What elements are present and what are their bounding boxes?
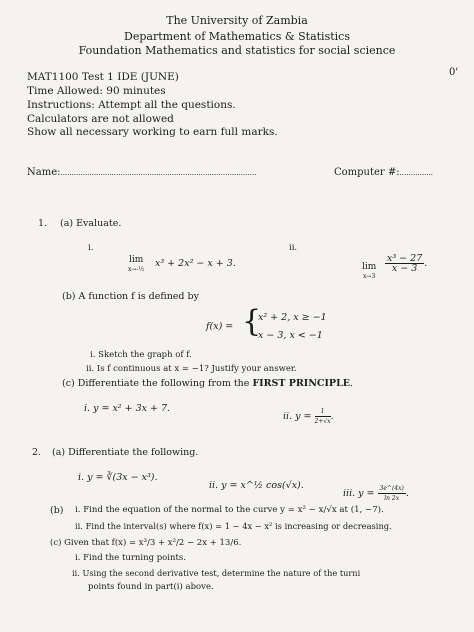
q2c-ii-line1: ii. Using the second derivative test, determine the nature of the turni — [72, 568, 361, 578]
q1a-label: (a) Evaluate. — [60, 218, 122, 229]
q2a-ii: ii. y = x^½ cos(√x). — [209, 480, 304, 491]
q1b-label: (b) A function f is defined by — [62, 291, 199, 302]
q1c-i: i. y = x² + 3x + 7. — [84, 403, 171, 414]
q2c-label: (c) Given that f(x) = x³/3 + x²/2 − 2x + 13/6. — [50, 538, 242, 548]
q1a-ii-fraction — [385, 254, 427, 273]
q2a-iii-denominator: ln 2x — [384, 495, 400, 502]
q1b-fx: f(x) = — [206, 321, 234, 332]
q1b-brace: { — [242, 304, 262, 339]
q1b-ii: ii. Is f continuous at x = −1? Justify your answer. — [86, 364, 297, 374]
q1a-ii-denominator: x − 3 — [391, 263, 418, 274]
q1a-ii-lim-word: lim — [362, 262, 377, 272]
q1a-i-expression: x³ + 2x² − x + 3. — [155, 258, 236, 269]
q1a-ii-numerator: x³ − 27 — [387, 253, 423, 264]
q1a-i-label: i. — [88, 243, 94, 253]
q2a-iii — [343, 484, 409, 503]
q1b-i: i. Sketch the graph of f. — [90, 350, 192, 360]
computer-dots: ............... — [399, 169, 434, 177]
q1a-ii-end: . — [424, 258, 428, 269]
university-title: The University of Zambia — [166, 14, 308, 27]
name-field — [27, 167, 256, 178]
q2a-iii-label: iii. y = — [343, 488, 375, 499]
q1b-case-2: x − 3, x < −1 — [258, 330, 323, 341]
computer-field — [334, 167, 433, 178]
q1a-i-limit — [128, 256, 144, 274]
computer-label: Computer #: — [334, 167, 400, 178]
course-title: Foundation Mathematics and statistics for social science — [78, 44, 396, 57]
q2c-ii-line2: points found in part(i) above. — [88, 582, 214, 592]
name-label: Name: — [27, 167, 61, 178]
department-title: Department of Mathematics & Statistics — [124, 30, 350, 43]
q2a-label: (a) Differentiate the following. — [52, 447, 199, 458]
q2b-i: i. Find the equation of the normal to the curve y = x² − x/√x at (1, −7). — [75, 505, 384, 515]
q2-number: 2. — [32, 447, 42, 458]
q2a-i: i. y = ∛(3x − x³). — [78, 472, 158, 483]
corner-mark: 0' — [449, 67, 459, 78]
q1-number: 1. — [38, 218, 48, 229]
q2a-iii-numerator: 3e^(4x) — [379, 485, 404, 492]
q2c-i: i. Find the turning points. — [75, 553, 186, 563]
q1c-bold: FIRST PRINCIPLE — [252, 378, 350, 389]
instructions: Instructions: Attempt all the questions. — [27, 99, 236, 111]
q1a-ii-label: ii. — [289, 243, 298, 253]
q1c-text: (c) Differentiate the following from the — [62, 378, 250, 389]
q1c-end: . — [350, 378, 354, 389]
q1b-case-1: x² + 2, x ≥ −1 — [258, 312, 327, 323]
time-allowed: Time Allowed: 90 minutes — [27, 85, 166, 97]
q2a-iii-end: . — [405, 488, 409, 499]
q1c-ii-end: . — [330, 411, 334, 422]
name-dots: ........................................................................................ — [60, 169, 257, 177]
test-code: MAT1100 Test 1 IDE (JUNE) — [27, 71, 179, 83]
q2b-ii: ii. Find the interval(s) where f(x) = 1 − 4x − x² is increasing or decreasing. — [75, 521, 392, 531]
q1a-ii-lim-sub: x→3 — [363, 273, 376, 280]
q1c-ii-numerator: 1 — [315, 407, 331, 417]
q1c-ii-label: ii. y = — [283, 411, 312, 422]
q1a-ii-limit — [362, 263, 376, 281]
q2b-label: (b) — [50, 505, 64, 516]
q1c-ii — [283, 407, 334, 426]
q1c-label — [62, 378, 353, 389]
q1c-ii-denominator: 2+√x — [314, 418, 331, 425]
calculators-note: Calculators are not allowed — [27, 113, 174, 125]
working-note: Show all necessary working to earn full marks. — [27, 126, 278, 138]
q1a-i-lim-word: lim — [128, 255, 144, 265]
q1a-i-lim-sub: x→-½ — [128, 266, 145, 273]
